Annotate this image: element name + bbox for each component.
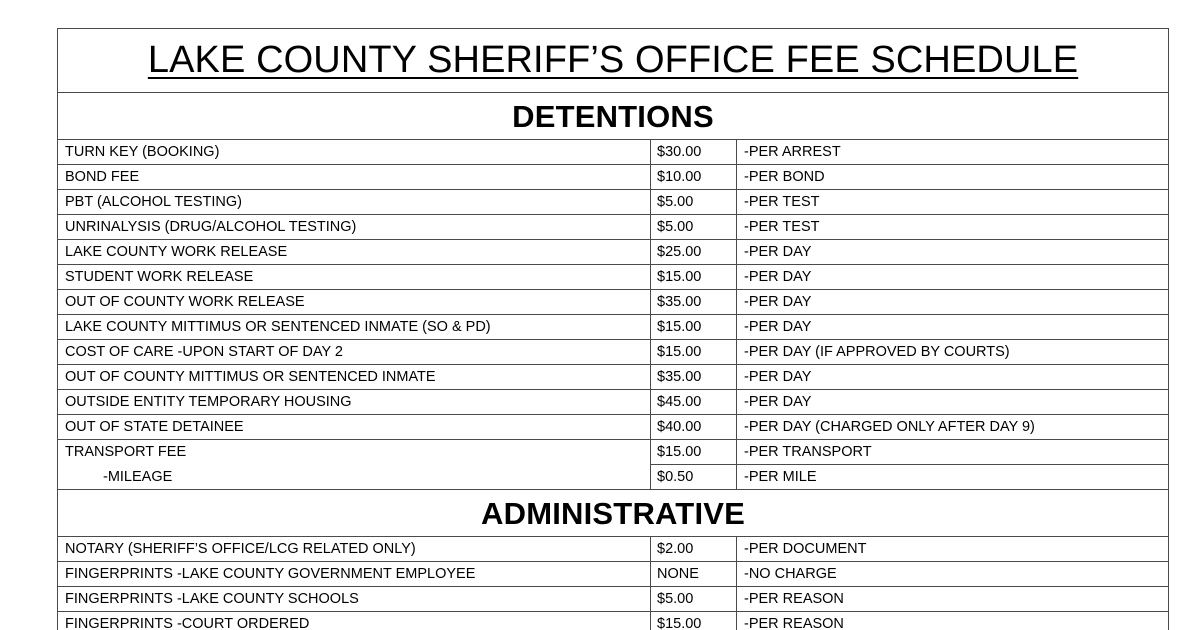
fee-amount: $15.00 <box>657 616 702 630</box>
fee-item-name: TRANSPORT FEE <box>65 444 187 459</box>
fee-item-name: BOND FEE <box>65 169 140 185</box>
fee-unit-note: -PER DAY <box>744 394 812 410</box>
fee-item-name-cell <box>58 265 651 290</box>
fee-item-name: OUTSIDE ENTITY TEMPORARY HOUSING <box>65 394 352 410</box>
fee-unit-note-cell <box>737 265 1169 290</box>
fee-amount-cell <box>651 190 737 215</box>
fee-item-name-cell <box>58 612 651 630</box>
fee-unit-note: -PER TEST <box>744 194 820 210</box>
fee-item-name: FINGERPRINTS -COURT ORDERED <box>65 616 310 630</box>
fee-item-name-cell <box>58 240 651 265</box>
section-header-row <box>58 93 1169 140</box>
fee-unit-note-cell <box>737 340 1169 365</box>
page-title: LAKE COUNTY SHERIFF’S OFFICE FEE SCHEDULE <box>147 38 1079 81</box>
fee-unit-note: -PER DAY <box>744 294 812 310</box>
fee-item-name: PBT (ALCOHOL TESTING) <box>65 194 242 210</box>
fee-item-name-cell <box>58 537 651 562</box>
fee-item-name-cell <box>58 165 651 190</box>
fee-item-name: LAKE COUNTY WORK RELEASE <box>65 244 288 260</box>
fee-amount-cell <box>651 415 737 440</box>
table-row <box>58 190 1169 215</box>
fee-unit-note-cell <box>737 465 1169 490</box>
fee-amount: NONE <box>657 566 699 582</box>
fee-unit-note: -PER DAY <box>744 319 812 335</box>
fee-unit-note: -PER ARREST <box>744 144 841 160</box>
fee-unit-note: -PER DAY <box>744 369 812 385</box>
table-row <box>58 165 1169 190</box>
fee-unit-note-cell <box>737 215 1169 240</box>
fee-item-name-cell <box>58 140 651 165</box>
fee-amount: $40.00 <box>657 419 702 435</box>
section-header-cell <box>58 490 1169 537</box>
fee-item-name-cell <box>58 365 651 390</box>
fee-unit-note-cell <box>737 165 1169 190</box>
fee-amount-cell <box>651 215 737 240</box>
fee-unit-note: -PER REASON <box>744 591 844 607</box>
fee-item-name: FINGERPRINTS -LAKE COUNTY SCHOOLS <box>65 591 359 607</box>
document-title-cell <box>58 29 1169 93</box>
fee-item-name-cell <box>58 215 651 240</box>
fee-amount: $15.00 <box>657 344 702 360</box>
fee-unit-note-cell <box>737 365 1169 390</box>
table-row <box>58 390 1169 415</box>
section-header-row <box>58 490 1169 537</box>
fee-schedule-table <box>57 28 1169 630</box>
fee-amount: $0.50 <box>657 469 694 485</box>
fee-unit-note-cell <box>737 140 1169 165</box>
fee-unit-note-cell <box>737 315 1169 340</box>
section-heading: ADMINISTRATIVE <box>481 495 746 531</box>
fee-amount: $35.00 <box>657 294 702 310</box>
fee-item-name-cell <box>58 562 651 587</box>
fee-amount-cell <box>651 315 737 340</box>
fee-item-name: FINGERPRINTS -LAKE COUNTY GOVERNMENT EMPLOYEE <box>65 566 476 582</box>
fee-item-name: NOTARY (SHERIFF’S OFFICE/LCG RELATED ONLY) <box>65 541 416 557</box>
fee-amount-cell <box>651 165 737 190</box>
fee-item-name: LAKE COUNTY MITTIMUS OR SENTENCED INMATE (SO & PD) <box>65 319 491 335</box>
table-row <box>58 340 1169 365</box>
fee-item-name: COST OF CARE -UPON START OF DAY 2 <box>65 344 343 360</box>
fee-item-name-cell <box>58 440 651 490</box>
fee-unit-note: -PER DAY <box>744 269 812 285</box>
fee-unit-note: -PER DAY (CHARGED ONLY AFTER DAY 9) <box>744 419 1035 435</box>
fee-item-name-cell <box>58 587 651 612</box>
fee-item-name: OUT OF STATE DETAINEE <box>65 419 244 435</box>
fee-amount: $15.00 <box>657 269 702 285</box>
fee-amount-cell <box>651 537 737 562</box>
fee-amount: $5.00 <box>657 194 694 210</box>
fee-amount: $15.00 <box>657 444 702 460</box>
fee-amount: $15.00 <box>657 319 702 335</box>
fee-item-subitem-name: -MILEAGE <box>103 470 173 485</box>
table-row <box>58 537 1169 562</box>
fee-item-name: OUT OF COUNTY WORK RELEASE <box>65 294 305 310</box>
fee-item-name: STUDENT WORK RELEASE <box>65 269 254 285</box>
fee-unit-note-cell <box>737 415 1169 440</box>
fee-amount: $10.00 <box>657 169 702 185</box>
fee-unit-note-cell <box>737 240 1169 265</box>
fee-amount-cell <box>651 390 737 415</box>
table-row <box>58 140 1169 165</box>
fee-item-name: UNRINALYSIS (DRUG/ALCOHOL TESTING) <box>65 219 357 235</box>
fee-unit-note-cell <box>737 390 1169 415</box>
table-row <box>58 562 1169 587</box>
table-row <box>58 440 1169 465</box>
fee-amount: $2.00 <box>657 541 694 557</box>
fee-unit-note-cell <box>737 562 1169 587</box>
fee-amount: $5.00 <box>657 591 694 607</box>
table-row <box>58 415 1169 440</box>
fee-unit-note: -NO CHARGE <box>744 566 837 582</box>
fee-item-name-cell <box>58 340 651 365</box>
fee-amount: $35.00 <box>657 369 702 385</box>
fee-unit-note: -PER BOND <box>744 169 825 185</box>
fee-amount-cell <box>651 612 737 630</box>
fee-unit-note-cell <box>737 440 1169 465</box>
table-row <box>58 265 1169 290</box>
fee-unit-note: -PER DOCUMENT <box>744 541 867 557</box>
fee-item-name: OUT OF COUNTY MITTIMUS OR SENTENCED INMATE <box>65 369 436 385</box>
fee-amount-cell <box>651 240 737 265</box>
fee-amount-cell <box>651 365 737 390</box>
table-row <box>58 215 1169 240</box>
fee-unit-note-cell <box>737 612 1169 630</box>
fee-amount-cell <box>651 265 737 290</box>
fee-item-name-cell <box>58 190 651 215</box>
fee-unit-note: -PER DAY (IF APPROVED BY COURTS) <box>744 344 1010 360</box>
table-row <box>58 612 1169 630</box>
fee-unit-note-cell <box>737 290 1169 315</box>
fee-amount-cell <box>651 140 737 165</box>
fee-item-name-cell <box>58 290 651 315</box>
fee-unit-note: -PER TRANSPORT <box>744 444 872 460</box>
fee-unit-note: -PER MILE <box>744 469 817 485</box>
section-header-cell <box>58 93 1169 140</box>
fee-amount-cell <box>651 465 737 490</box>
table-row <box>58 587 1169 612</box>
table-row <box>58 315 1169 340</box>
fee-amount: $30.00 <box>657 144 702 160</box>
fee-unit-note: -PER REASON <box>744 616 844 630</box>
document-title-row <box>58 29 1169 93</box>
table-row <box>58 240 1169 265</box>
fee-amount: $5.00 <box>657 219 694 235</box>
fee-amount-cell <box>651 562 737 587</box>
fee-item-name: TURN KEY (BOOKING) <box>65 144 220 160</box>
fee-unit-note-cell <box>737 537 1169 562</box>
table-row <box>58 365 1169 390</box>
fee-unit-note-cell <box>737 587 1169 612</box>
fee-amount-cell <box>651 440 737 465</box>
fee-item-name-cell <box>58 415 651 440</box>
fee-item-name-cell <box>58 390 651 415</box>
fee-item-name-cell <box>58 315 651 340</box>
fee-unit-note-cell <box>737 190 1169 215</box>
fee-amount-cell <box>651 340 737 365</box>
fee-amount: $45.00 <box>657 394 702 410</box>
fee-unit-note: -PER TEST <box>744 219 820 235</box>
fee-unit-note: -PER DAY <box>744 244 812 260</box>
fee-amount-cell <box>651 290 737 315</box>
fee-amount-cell <box>651 587 737 612</box>
table-row <box>58 290 1169 315</box>
section-heading: DETENTIONS <box>512 98 714 134</box>
fee-amount: $25.00 <box>657 244 702 260</box>
